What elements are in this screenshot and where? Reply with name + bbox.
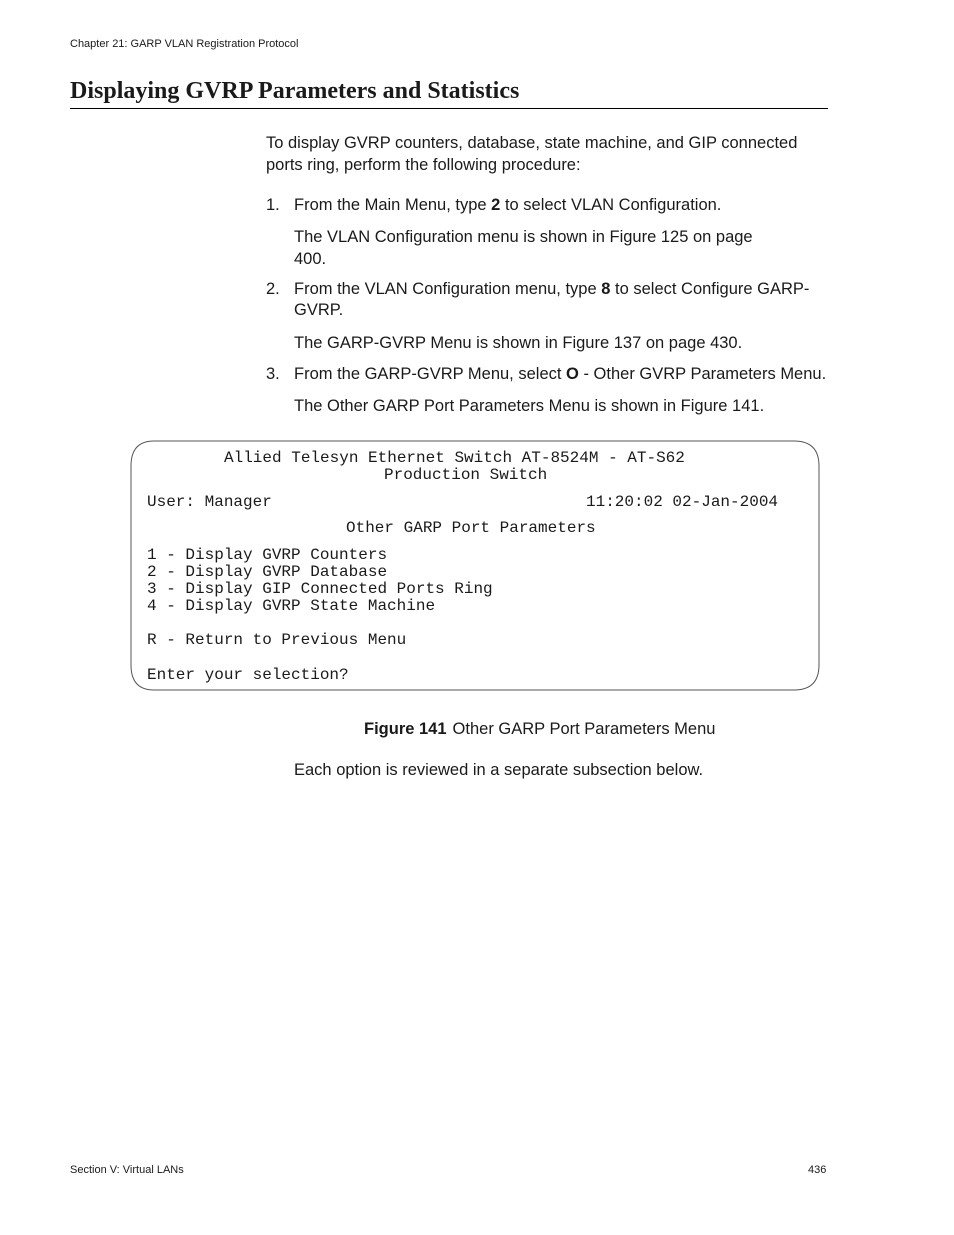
menu-option[interactable]: 2 - Display GVRP Database bbox=[147, 563, 388, 581]
step-text-pre: From the GARP-GVRP Menu, select bbox=[294, 365, 567, 383]
terminal-user: User: Manager bbox=[147, 493, 272, 511]
terminal-datetime: 11:20:02 02-Jan-2004 bbox=[586, 493, 779, 511]
step-text-post: to select Configure GARP-GVRP. bbox=[294, 280, 810, 319]
terminal-title-2: Production Switch bbox=[384, 466, 548, 484]
menu-option[interactable]: 4 - Display GVRP State Machine bbox=[147, 597, 436, 615]
menu-option-return[interactable]: R - Return to Previous Menu bbox=[147, 631, 407, 649]
menu-option[interactable]: 1 - Display GVRP Counters bbox=[147, 546, 388, 564]
step-number: 3. bbox=[266, 365, 280, 383]
step-3-note: The Other GARP Port Parameters Menu is shown in Figure 141. bbox=[294, 397, 765, 415]
step-key: 2 bbox=[491, 196, 501, 214]
step-text bbox=[294, 279, 830, 321]
step-2-note: The GARP-GVRP Menu is shown in Figure 137 on page 430. bbox=[294, 334, 743, 352]
step-key: O bbox=[566, 365, 579, 383]
closing-paragraph: Each option is reviewed in a separate subsection below. bbox=[294, 761, 704, 779]
chapter-header: Chapter 21: GARP VLAN Registration Protocol bbox=[70, 38, 299, 50]
figure-caption bbox=[364, 720, 715, 739]
section-title: Displaying GVRP Parameters and Statistics bbox=[70, 78, 828, 109]
intro-paragraph: To display GVRP counters, database, state machine, and GIP connected ports ring, perform the following procedure: bbox=[266, 134, 798, 174]
step-number: 1. bbox=[266, 196, 280, 214]
figure-label: Figure 141 bbox=[364, 720, 447, 738]
step-number: 2. bbox=[266, 280, 280, 298]
step-text-post: to select VLAN Configuration. bbox=[500, 196, 722, 214]
terminal-prompt[interactable]: Enter your selection? bbox=[147, 666, 349, 684]
menu-option[interactable]: 3 - Display GIP Connected Ports Ring bbox=[147, 580, 493, 598]
step-text bbox=[294, 364, 830, 385]
step-text bbox=[294, 195, 830, 216]
step-text-pre: From the Main Menu, type bbox=[294, 196, 492, 214]
footer-section: Section V: Virtual LANs bbox=[70, 1164, 184, 1176]
step-key: 8 bbox=[601, 280, 611, 298]
page-number: 436 bbox=[808, 1164, 827, 1176]
terminal-menu-title: Other GARP Port Parameters bbox=[346, 519, 596, 537]
step-text-post: - Other GVRP Parameters Menu. bbox=[578, 365, 827, 383]
terminal-title-1: Allied Telesyn Ethernet Switch AT-8524M - AT-S62 bbox=[224, 449, 685, 467]
step-text-pre: From the VLAN Configuration menu, type bbox=[294, 280, 602, 298]
figure-caption-text: Other GARP Port Parameters Menu bbox=[452, 720, 716, 738]
step-1-note: The VLAN Configuration menu is shown in Figure 125 on page 400. bbox=[294, 228, 753, 268]
